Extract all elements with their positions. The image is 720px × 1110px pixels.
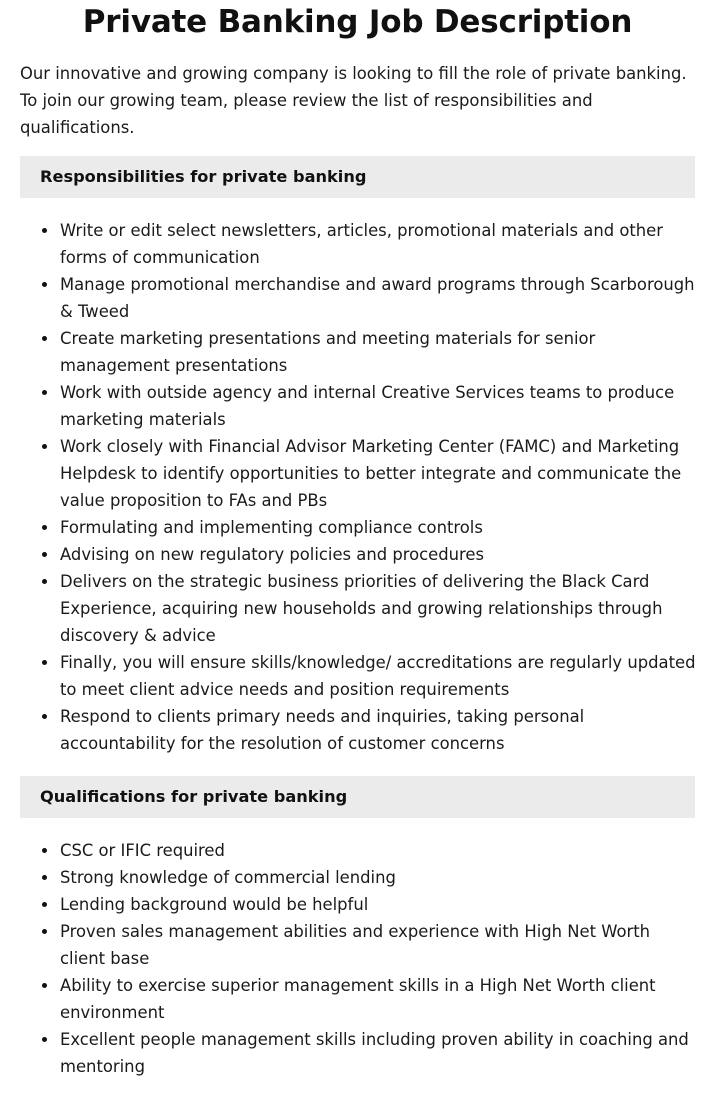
list-item: Delivers on the strategic business priorities of delivering the Black Card Experience, acquiring new households and growing relationships through discovery & advice — [20, 568, 698, 649]
intro-paragraph: Our innovative and growing company is looking to fill the role of private banking. To join our growing team, please review the list of responsibilities and qualifications. — [20, 64, 687, 137]
list-item: Advising on new regulatory policies and procedures — [20, 541, 698, 568]
page-title: Private Banking Job Description — [82, 4, 633, 40]
list-item: CSC or IFIC required — [20, 837, 698, 864]
list-item: Formulating and implementing compliance controls — [20, 514, 698, 541]
list-item: Excellent people management skills including proven ability in coaching and mentoring — [20, 1026, 698, 1080]
list-item: Create marketing presentations and meeting materials for senior management presentations — [20, 325, 698, 379]
list-item: Work closely with Financial Advisor Marketing Center (FAMC) and Marketing Helpdesk to identify opportunities to better integrate and communicate the value proposition to FAs and PBs — [20, 433, 698, 514]
list-item: Work with outside agency and internal Creative Services teams to produce marketing materials — [20, 379, 698, 433]
list-item: Manage promotional merchandise and award programs through Scarborough & Tweed — [20, 271, 698, 325]
list-item: Ability to exercise superior management skills in a High Net Worth client environment — [20, 972, 698, 1026]
responsibilities-heading: Responsibilities for private banking — [20, 156, 695, 198]
list-item: Lending background would be helpful — [20, 891, 698, 918]
qualifications-heading: Qualifications for private banking — [20, 776, 695, 818]
list-item: Respond to clients primary needs and inquiries, taking personal accountability for the resolution of customer concerns — [20, 703, 698, 757]
list-item: Finally, you will ensure skills/knowledge/ accreditations are regularly updated to meet client advice needs and position requirements — [20, 649, 698, 703]
list-item: Write or edit select newsletters, articles, promotional materials and other forms of communication — [20, 217, 698, 271]
list-item: Proven sales management abilities and experience with High Net Worth client base — [20, 918, 698, 972]
responsibilities-list — [20, 217, 698, 757]
qualifications-list — [20, 837, 698, 1080]
list-item: Strong knowledge of commercial lending — [20, 864, 698, 891]
